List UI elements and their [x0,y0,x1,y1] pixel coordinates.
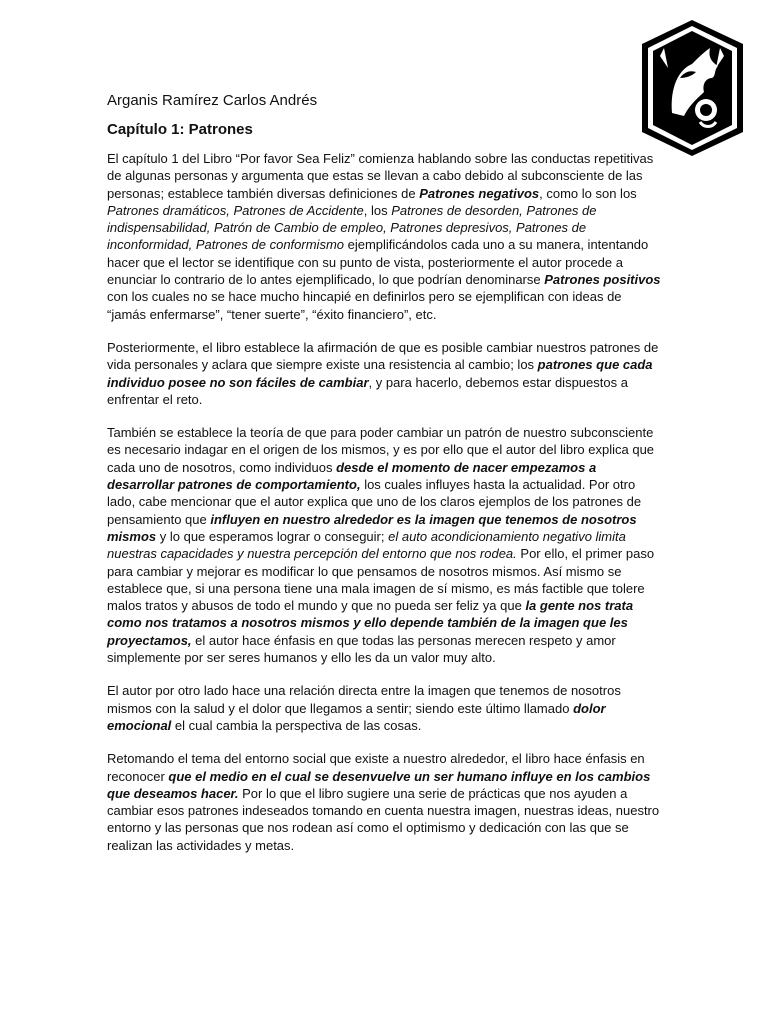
paragraph-text: y lo que esperamos lograr o conseguir; [156,528,389,544]
shield-emblem-icon [640,18,745,158]
emphasis-text: Patrones dramáticos, Patrones de Accidente [107,202,364,218]
emphasis-text: Patrones de desorden, Patrones de indispensabilidad, Patrón de Cambio de empleo, Patrones depresivos, Patrones de inconformidad, Patrones de conformismo [107,202,597,253]
emphasis-text: dolor emocional [107,700,606,733]
paragraph-text: , y para hacerlo, debemos estar dispuestos a enfrentar el reto. [107,374,628,407]
paragraph-text: Por ello, el primer paso para cambiar y mejorar es modificar lo que pensamos de nosotros mismos. Así mismo se establece que, si una persona tiene una mala imagen de sí mismo, es más factible que tolere malos tratos y abusos de todo el mundo y que no pueda ser feliz ya que [107,546,655,614]
body-paragraph [107,339,663,408]
body-paragraph [107,682,663,734]
paragraph-text: El autor por otro lado hace una relación directa entre la imagen que tenemos de nosotros mismos con la salud y el dolor que llegamos a sentir; siendo este último llamado [107,683,621,716]
paragraph-text: El capítulo 1 del Libro “Por favor Sea Feliz” comienza hablando sobre las conductas repetitivas de algunas personas y argumenta que estas se llevan a cabo debido al subconsciente de las personas; establece también diversas definiciones de [107,151,654,201]
body-paragraph [107,150,663,323]
paragraph-text: Retomando el tema del entorno social que existe a nuestro alrededor, el libro hace énfasis en reconocer [107,751,645,784]
paragraph-text: ejemplificándolos cada uno a su manera, intentando hacer que el lector se identifique con su punto de vista, posteriormente el autor procede a enunciar lo contrario de lo antes ejemplificado, lo que podrían denominarse [107,237,649,288]
author-name: Arganis Ramírez Carlos Andrés [107,92,318,109]
emphasis-text: Patrones positivos [544,272,661,288]
emphasis-text: desde el momento de nacer empezamos a desarrollar patrones de comportamiento, [107,459,597,493]
emphasis-text: que el medio en el cual se desenvuelve un ser humano influye en los cambios que deseamos hacer. [107,768,651,801]
emphasis-text: la gente nos trata como nos tratamos a nosotros mismos y ello depende también de la imagen que les proyectamos, [107,598,634,648]
paragraph-text: También se establece la teoría de que para poder cambiar un patrón de nuestro subconsciente es necesario indagar en el origen de los mismos, y es por ello que el autor del libro explica que cada uno de nosotros, como individuos [107,425,655,475]
emphasis-text: patrones que cada individuo posee no son fáciles de cambiar [107,357,653,390]
paragraph-text: Por lo que el libro sugiere una serie de prácticas que nos ayuden a cambiar esos patrones indeseados tomando en cuenta nuestra imagen, nuestras ideas, nuestro entorno y las personas que nos rodean así como el optimismo y dedicación con las que se realizan las actividades y metas. [107,785,660,853]
emphasis-text: Patrones negativos [419,185,540,201]
chapter-title: Capítulo 1: Patrones [107,121,253,138]
paragraph-text: , los [363,202,392,218]
paragraph-text: Posteriormente, el libro establece la afirmación de que es posible cambiar nuestros patrones de vida personales y aclara que siempre existe una resistencia al cambio; los [107,339,659,373]
paragraph-text: el cual cambia la perspectiva de las cosas. [171,717,422,733]
paragraph-text: los cuales influyes hasta la actualidad. Por otro lado, cabe mencionar que el autor explica que uno de los claros ejemplos de los patrones de pensamiento que [107,477,642,527]
paragraph-text: con los cuales no se hace mucho hincapié en definirlos pero se ejemplifican con ideas de “jamás enfermarse”, “tener suerte”, “éxito financiero”, etc. [107,289,622,322]
body-paragraph [107,424,663,666]
body-paragraph [107,750,663,854]
emphasis-text: el auto acondicionamiento negativo limita nuestras capacidades y nuestra percepción del entorno que nos rodea. [107,528,626,562]
paragraph-text: el autor hace énfasis en que todas las personas merecen respeto y amor simplemente por ser seres humanos y ello les da un valor muy alto. [107,632,616,666]
document-body [107,150,663,870]
emphasis-text: influyen en nuestro alrededor es la imagen que tenemos de nosotros mismos [107,511,637,544]
paragraph-text: , como lo son los [539,185,637,201]
